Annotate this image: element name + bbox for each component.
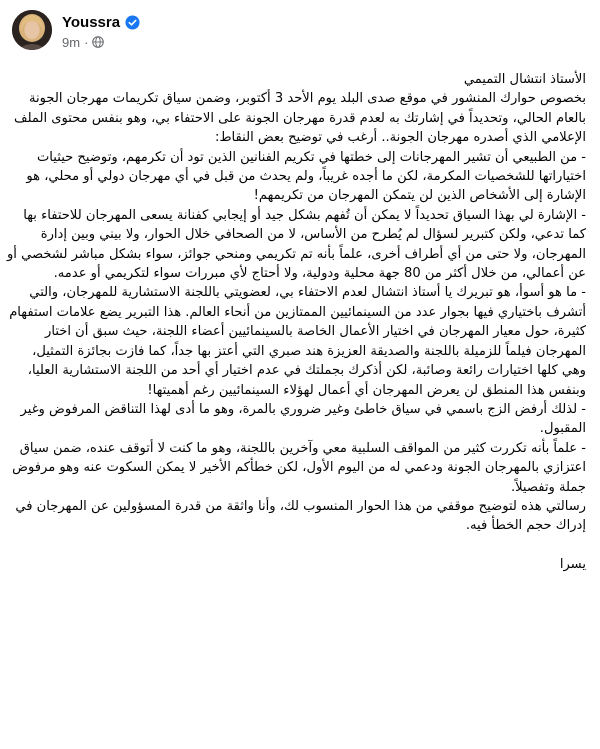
globe-icon[interactable] — [92, 36, 104, 48]
post-header — [12, 10, 412, 60]
post-meta — [62, 34, 104, 50]
author-name[interactable]: Youssra — [62, 13, 121, 31]
post-salutation: الأستاذ انتشال التميمي — [463, 72, 586, 87]
post-paragraph-point-5: - علماً بأنه تكررت كثير من المواقف السلبية معي وآخرين باللجنة، وهو ما كنت لا أتوقف عنده، ضمن سياق اعتزازي بالمهرجان الجونة ودعمي له من اليوم الأول، لكن خطأكم الأخير لا يمكن السكوت عنه وهو مرفوض جملة وتفصيلاً. — [12, 440, 586, 495]
post-paragraph-intro: بخصوص حوارك المنشور في موقع صدى البلد يوم الأحد 3 أكتوبر، وضمن سياق تكريمات مهرجان الجونة بالعام الحالي، وتحديداً في إشارتك به لعدم قدرة مهرجان الجونة على الاحتفاء بي، وهو بنفس محتوى الملف الإعلامي الذي أصدره مهرجان الجونة.. أرغب في توضيح بعض النقاط: — [14, 91, 586, 146]
post-paragraph-point-1: - من الطبيعي أن تشير المهرجانات إلى خطتها في تكريم الفنانين الذين تود أن تكرمهم، وتوضيح حيثيات اختياراتها للشخصيات المكرمة، لكن ما أجده غريباً، ولم يحدث من قبل في أي مهرجان دولي أو محلي، هو الإشارة إلى الأشخاص الذين لن يتمكن المهرجان من تكريمهم! — [26, 149, 586, 204]
post-paragraph-closing: رسالتي هذه لتوضيح موقفي من هذا الحوار المنسوب لك، وأنا واثقة من قدرة المسؤولين عن المهرجان في إدراك حجم الخطأ فيه. — [15, 498, 586, 534]
avatar-photo-icon — [12, 10, 52, 50]
paragraph-spacer — [6, 536, 586, 555]
post-paragraph-point-3: - ما هو أسوأ، هو تبريرك يا أستاذ انتشال لعدم الاحتفاء بي، لعضويتي باللجنة الاستشارية للمهرجان، والتي أتشرف باختياري فيها بجوار عدد من السينمائيين الممتازين من أنحاء العالم. هذا التبرير يضع علامات استفهام كثيرة، حول معيار المهرجان في اختيار الأعمال الخاصة بالسينمائيين أعضاء اللجنة، حيث سبق أن اختار المهرجان فيلماً للزميلة باللجنة والصديقة العزيزة هند صبري التي أعتز بها جداً، كما فازت بجائزة التمثيل، وهي كلها اختيارات رائعة وصائبة، لكن أذكرك بجملتك في عدم اختيار أي أحد من اللجنة الاستشارية العليا، وبنفس هذا المنطق لن يعرض المهرجان أي أعمال لهؤلاء السينمائيين رغم أهميتها! — [9, 285, 586, 398]
post-body — [6, 70, 586, 574]
author-name-row — [62, 12, 140, 32]
meta-separator: · — [84, 34, 89, 50]
verified-badge-icon — [125, 15, 140, 30]
avatar[interactable] — [12, 10, 52, 50]
post-timestamp[interactable]: 9m — [62, 34, 81, 50]
post-signature: يسرا — [559, 556, 586, 572]
post-paragraph-point-2: - الإشارة لي بهذا السياق تحديداً لا يمكن أن تُفهم بشكل جيد أو إيجابي كفنانة يسعى المهرجان للاحتفاء بها كما تدعي، ولكن كتبرير لسؤال لم يُطرح من الأساس، لا من الصحافي خلال الحوار، ولا بيني وبين إدارة المهرجان، ولا حتى من أي أطراف أخرى، علماً بأنه تم تكريمي ومنحي جوائز، سواء بشكل مباشر لشخصي أو عن أعمالي، من خلال أكثر من 80 جهة محلية ودولية، ولا أحتاج لأي مبررات سواء لتكريمي أو عدمه. — [6, 207, 586, 282]
post-paragraph-point-4: - لذلك أرفض الزج باسمي في سياق خاطئ وغير ضروري بالمرة، وهو ما أدى لهذا التناقض المرفوض وغير المقبول. — [20, 401, 586, 437]
